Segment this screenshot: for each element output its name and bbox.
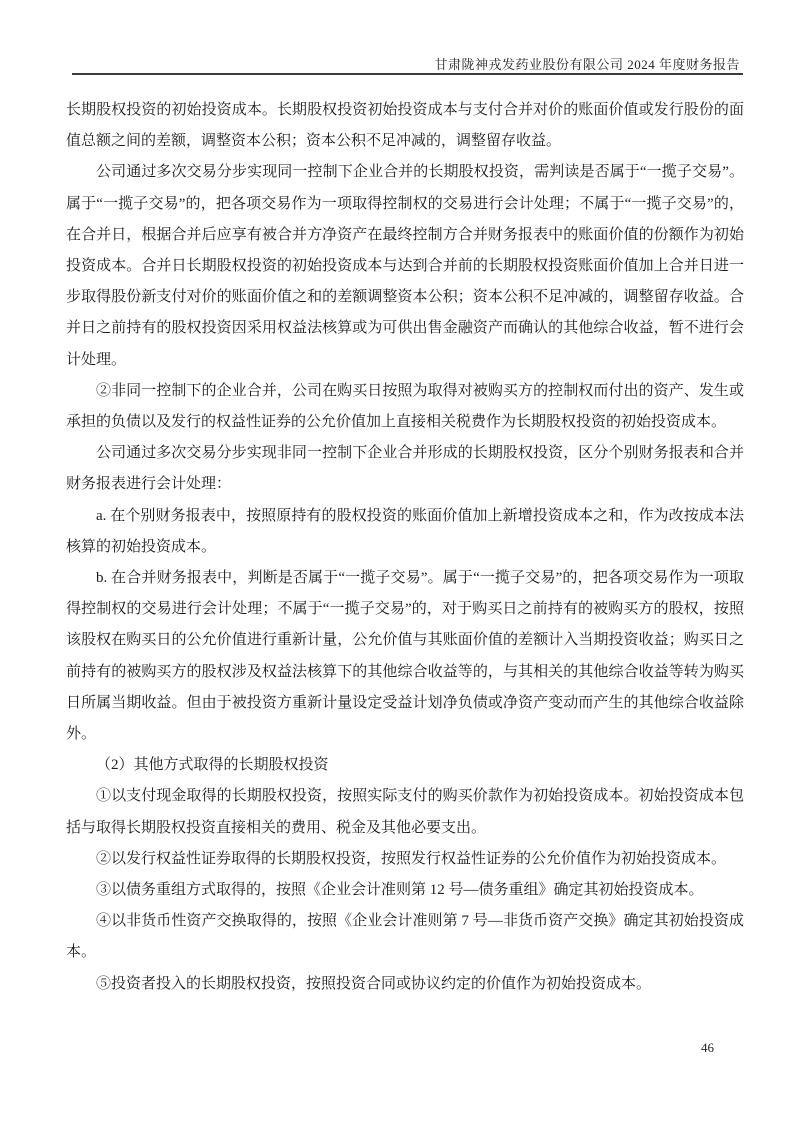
body-paragraph: ③以债务重组方式取得的，按照《企业会计准则第 12 号—债务重组》确定其初始投资成本。 [96, 882, 704, 899]
body-paragraph: （2）其他方式取得的长期股权投资 [96, 757, 329, 774]
body-paragraph: 长期股权投资的初始投资成本。长期股权投资初始投资成本与支付合并对价的账面价值或发行股份的面值总额之间的差额，调整资本公积；资本公积不足冲减的，调整留存收益。 [66, 102, 744, 150]
body-paragraph: ⑤投资者投入的长期股权投资，按照投资合同或协议约定的价值作为初始投资成本。 [96, 975, 652, 992]
document-body [66, 95, 744, 1000]
report-header-title: 甘肃陇神戎发药业股份有限公司 2024 年度财务报告 [434, 57, 740, 72]
body-paragraph: ②非同一控制下的企业合并，公司在购买日按照为取得对被购买方的控制权而付出的资产、发生或承担的负债以及发行的权益性证券的公允价值加上直接相关税费作为长期股权投资的初始投资成本。 [66, 382, 744, 431]
body-paragraph: ②以发行权益性证券取得的长期股权投资，按照发行权益性证券的公允价值作为初始投资成本。 [96, 850, 727, 867]
body-paragraph: b. 在合并财务报表中，判断是否属于“一揽子交易”。属于“一揽子交易”的，把各项交易作为一项取得控制权的交易进行会计处理；不属于“一揽子交易”的，对于购买日之前持有的被购买方的股权，按照该股权在购买日的公允价值进行重新计量，公允价值与其账面价值的差额计入当期投资收益；购买日之前持有的被购买方的股权涉及权益法核算下的其他综合收益等的，与其相关的其他综合收益等转为购买日所属当期收益。但由于被投资方重新计量设定受益计划净负债或净资产变动而产生的其他综合收益除外。 [66, 570, 744, 743]
header-rule [72, 73, 743, 75]
body-paragraph: a. 在个别财务报表中，按照原持有的股权投资的账面价值加上新增投资成本之和，作为改按成本法核算的初始投资成本。 [66, 507, 744, 555]
body-paragraph: 公司通过多次交易分步实现同一控制下企业合并的长期股权投资，需判读是否属于“一揽子交易”。属于“一揽子交易”的，把各项交易作为一项取得控制权的交易进行会计处理；不属于“一揽子交易”的，在合并日，根据合并后应享有被合并方净资产在最终控制方合并财务报表中的账面价值的份额作为初始投资成本。合并日长期股权投资的初始投资成本与达到合并前的长期股权投资账面价值加上合并日进一步取得股份新支付对价的账面价值之和的差额调整资本公积；资本公积不足冲减的，调整留存收益。合并日之前持有的股权投资因采用权益法核算或为可供出售金融资产而确认的其他综合收益，暂不进行会计处理。 [66, 164, 744, 368]
page-number: 46 [701, 1040, 714, 1055]
body-paragraph: ①以支付现金取得的长期股权投资，按照实际支付的购买价款作为初始投资成本。初始投资成本包括与取得长期股权投资直接相关的费用、税金及其他必要支出。 [66, 788, 744, 836]
body-paragraph: 公司通过多次交易分步实现非同一控制下企业合并形成的长期股权投资，区分个别财务报表和合并财务报表进行会计处理： [66, 445, 744, 493]
body-paragraph: ④以非货币性资产交换取得的，按照《企业会计准则第 7 号—非货币资产交换》确定其初始投资成本。 [66, 913, 744, 961]
